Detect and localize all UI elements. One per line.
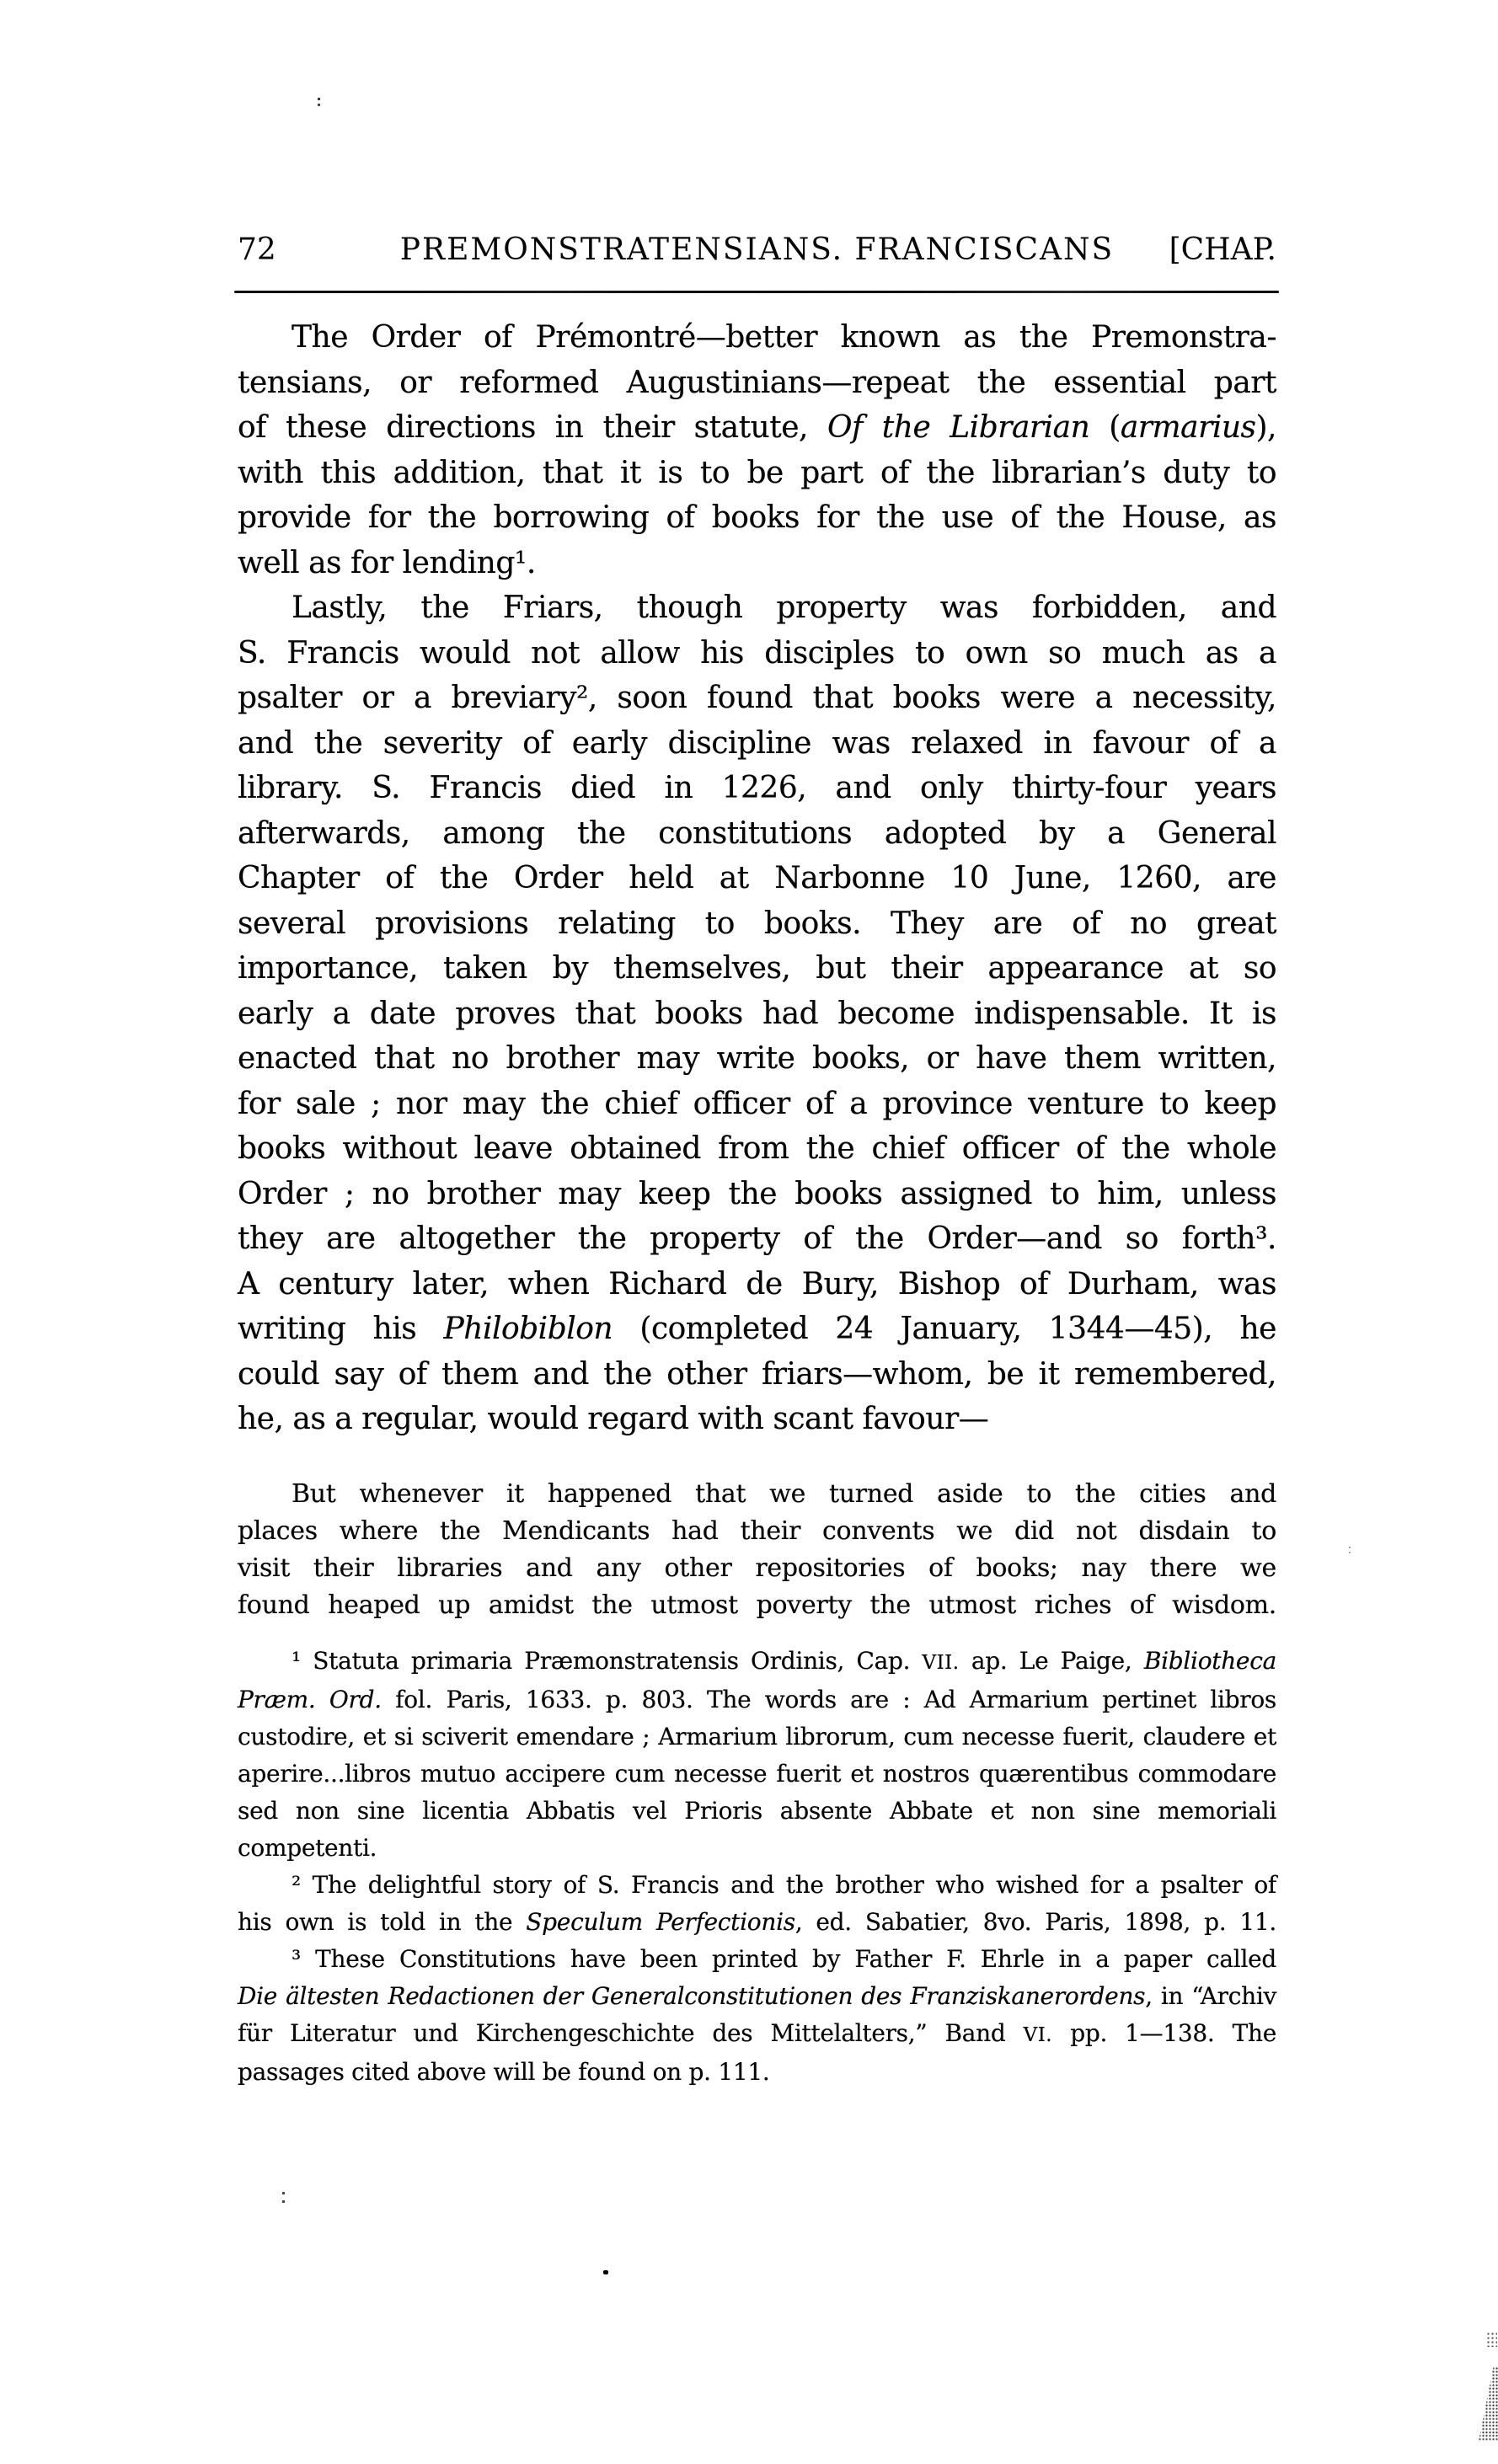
paragraph-opening bbox=[238, 315, 1276, 585]
text-segment: visit their libraries and any other repositories of books; nay there we bbox=[238, 1553, 1276, 1583]
text-segment: Lastly, the Friars, though property was forbidden, and bbox=[292, 591, 1276, 625]
text-segment: writing his bbox=[238, 1312, 444, 1346]
text-line bbox=[238, 856, 1276, 901]
italic-text: Of the Librarian bbox=[827, 410, 1090, 445]
text-segment: für Literatur und Kirchengeschichte des Mittelalters,” Band bbox=[238, 2018, 1024, 2047]
ink-speck bbox=[318, 98, 320, 100]
text-segment: he, as a regular, would regard with scant favour— bbox=[238, 1402, 989, 1436]
text-line bbox=[238, 2054, 1276, 2091]
text-segment: early a date proves that books had become indispensable. It is bbox=[238, 996, 1276, 1031]
footnote-1 bbox=[238, 1643, 1276, 1867]
text-line bbox=[238, 495, 1276, 541]
text-line bbox=[238, 1216, 1276, 1262]
text-line bbox=[238, 721, 1276, 767]
text-segment: psalter or a breviary², soon found that books were a necessity, bbox=[238, 681, 1276, 715]
text-segment: enacted that no brother may write books, or have them written, bbox=[238, 1041, 1276, 1076]
text-line bbox=[238, 1643, 1276, 1681]
text-line bbox=[238, 991, 1276, 1037]
text-segment: importance, taken by themselves, but their appearance at so bbox=[238, 951, 1276, 986]
text-line bbox=[238, 1978, 1276, 2015]
text-segment: S. Francis would not allow his disciples to own so much as a bbox=[238, 635, 1276, 671]
ink-speck bbox=[603, 2270, 608, 2274]
text-line bbox=[238, 1867, 1276, 1904]
text-line bbox=[238, 901, 1276, 947]
text-segment: ¹ Statuta primaria Præmonstratensis Ordinis, Cap. bbox=[292, 1646, 923, 1675]
text-line bbox=[238, 361, 1276, 406]
text-line bbox=[238, 1793, 1276, 1830]
text-line bbox=[238, 1550, 1276, 1587]
scan-edge-smudge bbox=[1487, 2333, 1497, 2347]
text-segment: books without leave obtained from the chief officer of the whole bbox=[238, 1131, 1276, 1166]
text-line bbox=[238, 1352, 1276, 1398]
text-segment: could say of them and the other friars—whom, be it remembered, bbox=[238, 1356, 1276, 1392]
text-line bbox=[238, 1397, 1276, 1442]
text-line bbox=[238, 676, 1276, 721]
text-segment: custodire, et si sciverit emendare ; Armarium librorum, cum necesse fuerit, claudere et bbox=[238, 1722, 1276, 1750]
text-segment: with this addition, that it is to be part of the librarian’s duty to bbox=[238, 455, 1276, 490]
text-segment: pp. 1—138. The bbox=[1052, 2018, 1277, 2047]
text-segment: tensians, or reformed Augustinians—repeat the essential part bbox=[238, 365, 1276, 400]
text-segment: of these directions in their statute, bbox=[238, 410, 827, 445]
text-line bbox=[238, 585, 1276, 631]
text-line bbox=[238, 451, 1276, 496]
text-segment: ), bbox=[1255, 410, 1276, 445]
text-line bbox=[238, 1756, 1276, 1793]
italic-text: Bibliotheca bbox=[1143, 1646, 1276, 1675]
text-line bbox=[238, 1941, 1276, 1978]
text-line bbox=[238, 1172, 1276, 1217]
text-segment: well as for lending¹. bbox=[238, 545, 536, 580]
text-segment: places where the Mendicants had their convents we did not disdain to bbox=[238, 1515, 1276, 1546]
running-header bbox=[238, 231, 1276, 270]
text-line bbox=[238, 1307, 1276, 1352]
text-segment: Order ; no brother may keep the books assigned to him, unless bbox=[238, 1176, 1276, 1211]
text-segment: provide for the borrowing of books for the use of the House, as bbox=[238, 500, 1276, 535]
text-segment: fol. Paris, 1633. p. 803. The words are : Ad Armarium pertinet libros bbox=[381, 1685, 1276, 1713]
text-segment: The Order of Prémontré—better known as the Premonstra- bbox=[292, 320, 1276, 355]
text-segment: they are altogether the property of the Order—and so forth³. bbox=[238, 1221, 1276, 1256]
text-segment: his own is told in the bbox=[238, 1907, 527, 1936]
text-line bbox=[238, 1476, 1276, 1513]
text-column bbox=[238, 315, 1276, 2091]
chapter-marker: [CHAP. bbox=[1169, 233, 1276, 267]
text-segment: ap. Le Paige, bbox=[959, 1646, 1144, 1675]
scan-edge-smudge bbox=[1479, 2367, 1498, 2441]
text-segment: , in “Archiv bbox=[1145, 1981, 1276, 2010]
text-line bbox=[238, 631, 1276, 676]
text-line bbox=[238, 541, 1276, 586]
text-segment: for sale ; nor may the chief officer of a province venture to keep bbox=[238, 1086, 1276, 1121]
italic-text: Philobiblon bbox=[443, 1312, 613, 1346]
footnote-2 bbox=[238, 1867, 1276, 1941]
text-line bbox=[238, 766, 1276, 811]
text-line bbox=[238, 1904, 1276, 1941]
text-line bbox=[238, 1830, 1276, 1867]
italic-text: armarius bbox=[1120, 410, 1256, 445]
text-line bbox=[238, 1587, 1276, 1624]
text-segment: competenti. bbox=[238, 1833, 377, 1862]
text-segment: aperire...libros mutuo accipere cum necesse fuerit et nostros quærentibus commodare bbox=[238, 1759, 1276, 1788]
text-segment: passages cited above will be found on p. 111. bbox=[238, 2057, 770, 2086]
text-segment: VI. bbox=[1023, 2023, 1053, 2046]
italic-text: Die ältesten Redactionen der Generalconstitutionen des Franziskanerordens bbox=[238, 1981, 1146, 2010]
text-segment: found heaped up amidst the utmost poverty the utmost riches of wisdom. bbox=[238, 1590, 1276, 1620]
text-line bbox=[238, 1082, 1276, 1127]
text-line bbox=[238, 811, 1276, 857]
text-line bbox=[238, 1126, 1276, 1172]
text-segment: and the severity of early discipline was relaxed in favour of a bbox=[238, 725, 1276, 761]
text-line bbox=[238, 1718, 1276, 1756]
text-segment: But whenever it happened that we turned aside to the cities and bbox=[292, 1478, 1276, 1509]
text-line bbox=[238, 1036, 1276, 1082]
text-line bbox=[238, 2015, 1276, 2054]
paragraph-friars bbox=[238, 585, 1276, 1442]
running-title: PREMONSTRATENSIANS. FRANCISCANS bbox=[399, 233, 1115, 267]
ink-speck bbox=[1349, 1547, 1351, 1548]
text-line bbox=[238, 315, 1276, 361]
text-segment: library. S. Francis died in 1226, and only thirty-four years bbox=[238, 771, 1276, 805]
italic-text: Præm. Ord. bbox=[238, 1685, 382, 1713]
text-segment: ( bbox=[1089, 410, 1121, 445]
text-segment: (completed 24 January, 1344—45), he bbox=[613, 1312, 1276, 1346]
text-segment: VII. bbox=[922, 1651, 960, 1674]
quotation-philobiblon bbox=[238, 1476, 1276, 1624]
text-segment: , ed. Sabatier, 8vo. Paris, 1898, p. 11. bbox=[794, 1907, 1277, 1936]
text-line bbox=[238, 1513, 1276, 1550]
text-line bbox=[238, 405, 1276, 451]
text-segment: Chapter of the Order held at Narbonne 10 June, 1260, are bbox=[238, 861, 1276, 895]
text-line bbox=[238, 946, 1276, 991]
text-segment: sed non sine licentia Abbatis vel Prioris absente Abbate et non sine memoriali bbox=[238, 1796, 1276, 1825]
text-segment: several provisions relating to books. They are of no great bbox=[238, 906, 1276, 941]
page-number: 72 bbox=[238, 233, 276, 267]
italic-text: Speculum Perfectionis bbox=[526, 1907, 795, 1936]
text-segment: ³ These Constitutions have been printed by Father F. Ehrle in a paper called bbox=[292, 1944, 1276, 1973]
text-segment: afterwards, among the constitutions adopted by a General bbox=[238, 815, 1276, 851]
text-segment: ² The delightful story of S. Francis and the brother who wished for a psalter of bbox=[292, 1870, 1276, 1899]
ink-speck bbox=[282, 2192, 285, 2194]
text-line bbox=[238, 1262, 1276, 1307]
text-line bbox=[238, 1681, 1276, 1718]
footnote-3 bbox=[238, 1941, 1276, 2091]
text-segment: A century later, when Richard de Bury, Bishop of Durham, was bbox=[238, 1266, 1276, 1301]
header-rule bbox=[234, 291, 1279, 293]
